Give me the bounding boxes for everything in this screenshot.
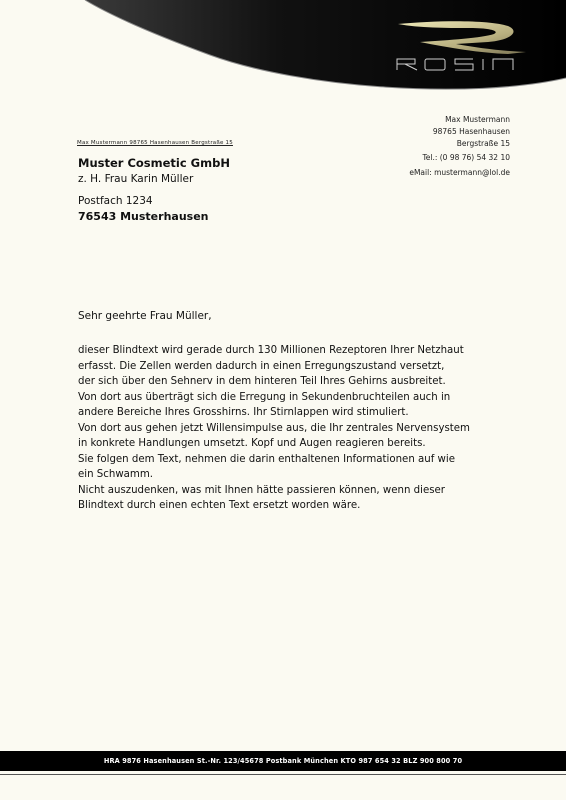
body-line: der sich über den Sehnerv in dem hinteren Teil Ihres Gehirns ausbreitet.: [78, 376, 446, 387]
body-line: erfasst. Die Zellen werden dadurch in einen Erregungszustand versetzt,: [78, 360, 445, 372]
footer-bank-details: HRA 9876 Hasenhausen St.-Nr. 123/45678 Postbank München KTO 987 654 32 BLZ 900 800 70: [103, 757, 463, 765]
sender-contact-block: [409, 152, 510, 179]
footer-divider: [0, 774, 566, 775]
recipient-attention: z. H. Frau Karin Müller: [78, 173, 194, 185]
body-line: Sie folgen dem Text, nehmen die darin enthaltenen Informationen auf wie: [78, 453, 455, 465]
recipient-company: Muster Cosmetic GmbH: [78, 156, 230, 170]
sender-return-line: Max Mustermann 98765 Hasenhausen Bergstraße 15: [77, 140, 233, 146]
footer: [0, 746, 566, 800]
body-line: dieser Blindtext wird gerade durch 130 Millionen Rezeptoren Ihrer Netzhaut: [78, 345, 464, 356]
body-line: ein Schwamm.: [78, 469, 153, 480]
body-line: Nicht auszudenken, was mit Ihnen hätte passieren können, wenn dieser: [78, 484, 445, 496]
recipient-city: 76543 Musterhausen: [78, 210, 209, 223]
sender-city: 98765 Hasenhausen: [432, 127, 510, 136]
sender-email[interactable]: eMail: mustermann@lol.de: [409, 168, 510, 177]
sender-name: Max Mustermann: [445, 115, 510, 124]
sender-address-block: [433, 114, 510, 150]
letter-salutation: Sehr geehrte Frau Müller,: [78, 310, 212, 322]
recipient-po-box: Postfach 1234: [78, 195, 153, 207]
body-line: Von dort aus überträgt sich die Erregung in Sekundenbruchteilen auch in: [78, 391, 451, 403]
body-line: Blindtext durch einen echten Text ersetzt worden wäre.: [78, 500, 361, 511]
body-line: in konkrete Handlungen umsetzt. Kopf und Augen reagieren bereits.: [78, 438, 426, 449]
sender-phone: Tel.: (0 98 76) 54 32 10: [422, 153, 510, 162]
letter-body: [78, 343, 518, 514]
logo-wordmark: [395, 56, 530, 72]
body-line: Von dort aus gehen jetzt Willensimpulse aus, die Ihr zentrales Nervensystem: [78, 422, 470, 434]
sender-street: Bergstraße 15: [456, 139, 510, 148]
body-line: andere Bereiche Ihres Grosshirns. Ihr Stirnlappen wird stimuliert.: [78, 407, 409, 418]
